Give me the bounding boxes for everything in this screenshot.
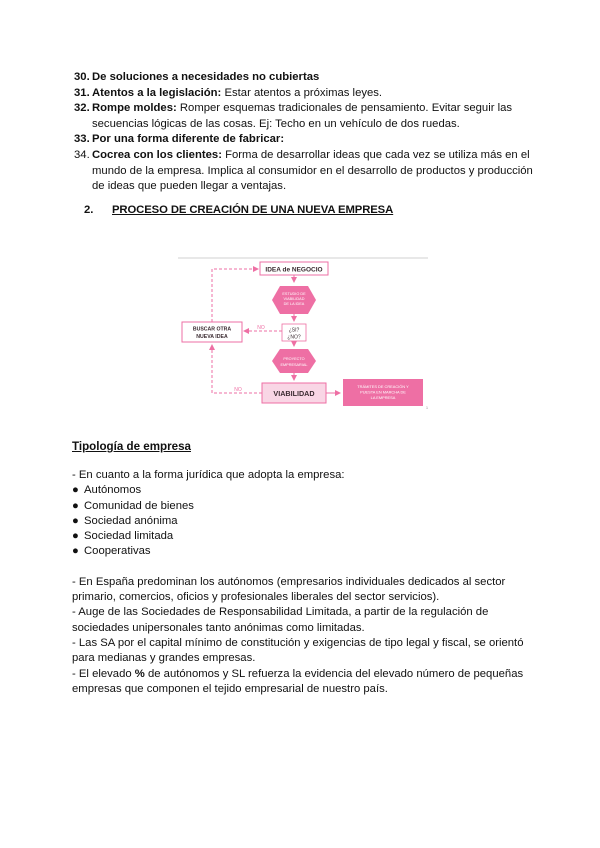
buscar-line1: BUSCAR OTRA <box>192 326 232 333</box>
hex-study-line2: VIABILIDAD <box>283 297 305 301</box>
list-item-title: Cocrea con los clientes: <box>92 148 222 161</box>
dashed-arrow-no-2 <box>212 345 262 393</box>
list-item-text: Romper esquemas tradicionales de pensamiento. Evitar seguir las secuencias lógicas de las cosas. Ej: Techo en un vehículo de dos ruedas. <box>92 102 513 130</box>
paragraph-end: de autónomos y SL refuerza la evidencia del elevado número de pequeñas empresas que componen el tejido empresarial de nuestro país. <box>72 667 524 695</box>
list-item <box>72 499 542 514</box>
flowchart-svg <box>178 252 434 412</box>
list-number: 31. <box>74 86 90 99</box>
no-label-1: NO <box>257 325 265 331</box>
bullet-text: Cooperativas <box>84 545 151 558</box>
list-item-title: Rompe moldes: <box>92 102 177 115</box>
paragraph: - Las SA por el capital mínimo de constitución y exigencias de tipo legal y fiscal, se orientó para medianas y grandes empresas. <box>72 636 524 665</box>
list-item <box>74 132 534 148</box>
bullet-text: Sociedad anónima <box>84 514 178 527</box>
list-number: 32. <box>74 102 90 115</box>
section-heading <box>84 204 393 216</box>
list-item <box>74 70 534 86</box>
decision-no: ¿NO? <box>287 334 301 341</box>
hex-study-line3: DE LA IDEA <box>283 302 305 306</box>
hex-project-line1: PROYECTO <box>283 357 305 361</box>
bullet-icon: ● <box>72 545 79 558</box>
list-item <box>74 148 534 195</box>
list-item <box>74 86 534 102</box>
paragraph-start: - El elevado <box>72 667 135 680</box>
section-title: PROCESO DE CREACIÓN DE UNA NUEVA EMPRESA <box>112 204 394 216</box>
list-item-text: Estar atentos a próximas leyes. <box>221 86 383 99</box>
list-item-title: Atentos a la legislación: <box>92 86 222 99</box>
bullet-icon: ● <box>72 499 79 512</box>
list-number: 34. <box>74 148 90 161</box>
bullet-icon: ● <box>72 514 79 527</box>
process-diagram <box>178 252 434 412</box>
section-number: 2. <box>84 204 94 216</box>
tipologia-title: Tipología de empresa <box>72 440 191 453</box>
hex-study-line1: ESTUDIO DE <box>282 292 306 296</box>
list-item <box>72 514 542 529</box>
bullet-icon: ● <box>72 484 79 497</box>
tramites-line3: LA EMPRESA <box>370 395 396 400</box>
list-item <box>72 483 542 498</box>
bullet-text: Autónomos <box>84 484 142 497</box>
numbered-list <box>74 70 534 195</box>
tipologia-intro: - En cuanto a la forma jurídica que adopta la empresa: <box>72 469 345 481</box>
bullet-text: Comunidad de bienes <box>84 499 194 512</box>
buscar-line2: NUEVA IDEA <box>196 334 228 340</box>
paragraph: - En España predominan los autónomos (empresarios individuales dedicados al sector primario, comercios, oficios y profesionales liberales del sector servicios). <box>72 575 506 604</box>
page-mark: 1 <box>425 405 429 410</box>
paragraph: - Auge de las Sociedades de Responsabilidad Limitada, a partir de la regulación de sociedades unipersonales tanto anónimas como limitadas. <box>72 606 489 634</box>
list-item-title: De soluciones a necesidades no cubiertas <box>92 71 320 83</box>
list-item <box>74 101 534 132</box>
list-item-title: Por una forma diferente de fabricar: <box>92 133 285 146</box>
bullet-text: Sociedad limitada <box>84 530 174 543</box>
list-item <box>72 529 542 544</box>
tramites-line1: TRÁMITES DE CREACIÓN Y <box>357 384 409 389</box>
list-item-text: Forma de desarrollar ideas que cada vez se utiliza más en el mundo de la empresa. Implica al consumidor en el desarrollo de productos y producción de ideas que pueden llegar a ventajas. <box>92 148 533 193</box>
tipologia-body <box>72 468 542 697</box>
bullet-icon: ● <box>72 530 79 543</box>
dashed-loop-arrow <box>212 269 258 322</box>
tramites-line2: PUESTA EN MARCHA DE <box>360 389 406 395</box>
no-label-2: NO <box>234 387 242 393</box>
idea-label: IDEA de NEGOCIO <box>265 266 323 274</box>
list-number: 30. <box>74 71 90 83</box>
paragraph <box>72 667 542 698</box>
viabilidad-label: VIABILIDAD <box>273 389 315 398</box>
list-number: 33. <box>74 133 90 146</box>
list-item <box>72 544 542 559</box>
decision-yes: ¿SI? <box>288 327 300 334</box>
hex-project-line2: EMPRESARIAL <box>280 363 308 367</box>
hex-project <box>272 349 316 373</box>
percent-sign: % <box>134 667 145 680</box>
